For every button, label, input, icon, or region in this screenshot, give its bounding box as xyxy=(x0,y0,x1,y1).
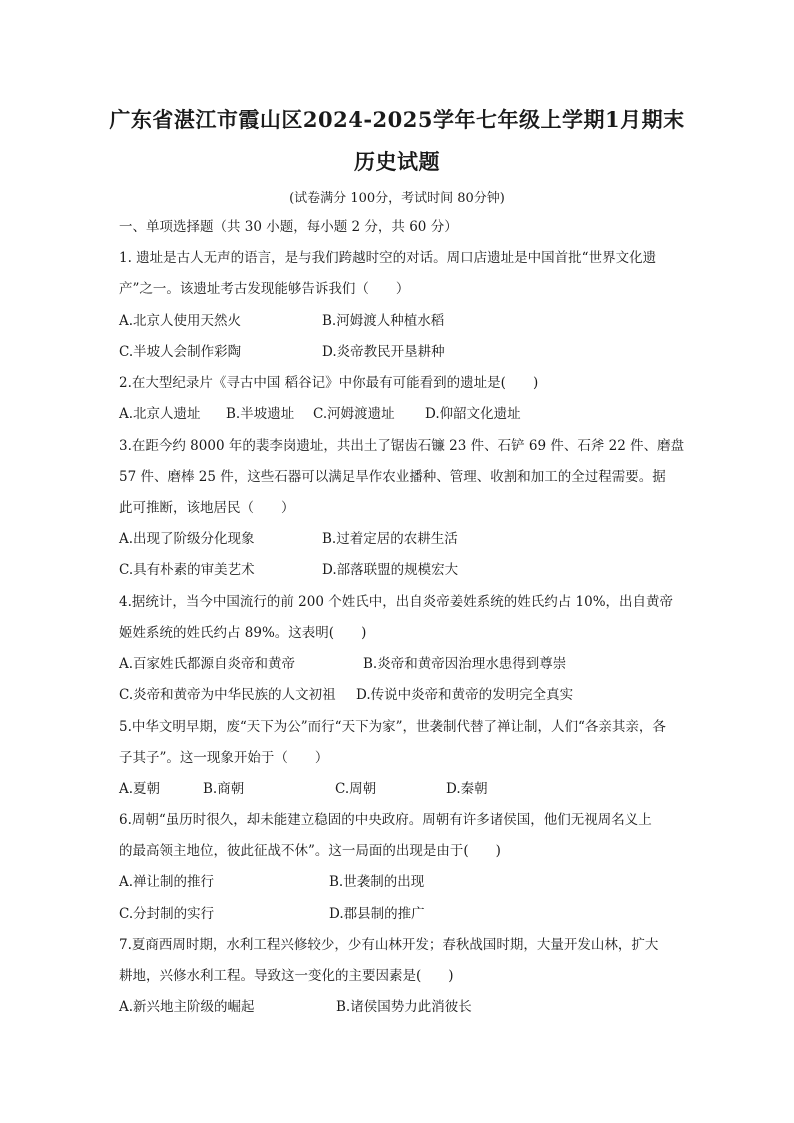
q6-option-a: A.禅让制的推行 xyxy=(119,874,215,890)
q5-option-c: C.周朝 xyxy=(335,781,377,797)
q3-stem-line1: 3.在距今约 8000 年的裴李岗遗址，共出土了锯齿石镰 23 件、石铲 69 件、石斧 22 件、磨盘 xyxy=(119,438,685,454)
q4-option-a: A.百家姓氏都源自炎帝和黄帝 xyxy=(119,656,296,672)
exam-subtitle: (试卷满分 100分，考试时间 80分钟) xyxy=(289,191,505,206)
q3-option-a: A.出现了阶级分化现象 xyxy=(119,531,255,547)
q4-option-d: D.传说中炎帝和黄帝的发明完全真实 xyxy=(356,687,574,703)
q6-option-d: D.郡县制的推广 xyxy=(329,906,425,922)
q1-option-b: B.河姆渡人种植水稻 xyxy=(322,313,445,329)
q7-stem-line1: 7.夏商西周时期，水利工程兴修较少，少有山林开发；春秋战国时期，大量开发山林，扩大 xyxy=(119,937,659,953)
q5-stem-line2: 子其子”。这一现象开始于（ ） xyxy=(119,750,329,766)
q6-option-b: B.世袭制的出现 xyxy=(329,874,425,890)
q3-option-d: D.部落联盟的规模宏大 xyxy=(322,562,459,578)
q5-option-d: D.秦朝 xyxy=(446,781,488,797)
q7-option-b: B.诸侯国势力此消彼长 xyxy=(336,999,472,1015)
exam-title-line1: 广东省湛江市霞山区2024-2025学年七年级上学期1月期末 xyxy=(109,107,685,132)
q1-option-a: A.北京人使用天然火 xyxy=(119,313,242,329)
q2-option-d: D.仰韶文化遗址 xyxy=(425,406,521,422)
q1-stem-line2: 产”之一。该遗址考古发现能够告诉我们（ ） xyxy=(119,281,410,297)
q5-option-a: A.夏朝 xyxy=(119,781,161,797)
q7-stem-line2: 耕地，兴修水利工程。导致这一变化的主要因素是( ) xyxy=(119,968,454,984)
q6-option-c: C.分封制的实行 xyxy=(119,906,215,922)
q2-option-c: C.河姆渡遗址 xyxy=(313,406,395,422)
q4-option-c: C.炎帝和黄帝为中华民族的人文初祖 xyxy=(119,687,336,703)
q4-option-b: B.炎帝和黄帝因治理水患得到尊崇 xyxy=(363,656,567,672)
q3-stem-line3: 此可推断，该地居民（ ） xyxy=(119,500,295,516)
q6-stem-line1: 6.周朝“虽历时很久，却未能建立稳固的中央政府。周朝有许多诸侯国，他们无视周名义上 xyxy=(119,812,652,828)
q2-option-b: B.半坡遗址 xyxy=(226,406,295,422)
q4-stem-line2: 姬姓系统的姓氏约占 89%。这表明( ) xyxy=(119,625,367,641)
q3-option-c: C.具有朴素的审美艺术 xyxy=(119,562,255,578)
exam-title-line2: 历史试题 xyxy=(354,149,440,174)
q1-stem-line1: 1. 遗址是古人无声的语言，是与我们跨越时空的对话。周口店遗址是中国首批“世界文化遗 xyxy=(119,250,657,266)
q2-option-a: A.北京人遗址 xyxy=(119,406,201,422)
q6-stem-line2: 的最高领主地位，彼此征战不休”。这一局面的出现是由于( ) xyxy=(119,843,501,859)
q2-stem-line1: 2.在大型纪录片《寻古中国 稻谷记》中你最有可能看到的遗址是( ) xyxy=(119,375,539,391)
q7-option-a: A.新兴地主阶级的崛起 xyxy=(119,999,255,1015)
q1-option-d: D.炎帝教民开垦耕种 xyxy=(322,344,445,360)
q3-option-b: B.过着定居的农耕生活 xyxy=(322,531,458,547)
q5-stem-line1: 5.中华文明早期，废“天下为公”而行“天下为家”，世袭制代替了禅让制，人们“各亲其亲，各 xyxy=(119,719,666,735)
q3-stem-line2: 57 件、磨棒 25 件，这些石器可以满足旱作农业播种、管理、收割和加工的全过程需要。据 xyxy=(119,469,666,485)
q1-option-c: C.半坡人会制作彩陶 xyxy=(119,344,242,360)
section-heading: 一、单项选择题（共 30 小题，每小题 2 分，共 60 分） xyxy=(119,219,458,235)
q5-option-b: B.商朝 xyxy=(203,781,245,797)
q4-stem-line1: 4.据统计，当今中国流行的前 200 个姓氏中，出自炎帝姜姓系统的姓氏约占 10%，出自黄帝 xyxy=(119,594,674,610)
